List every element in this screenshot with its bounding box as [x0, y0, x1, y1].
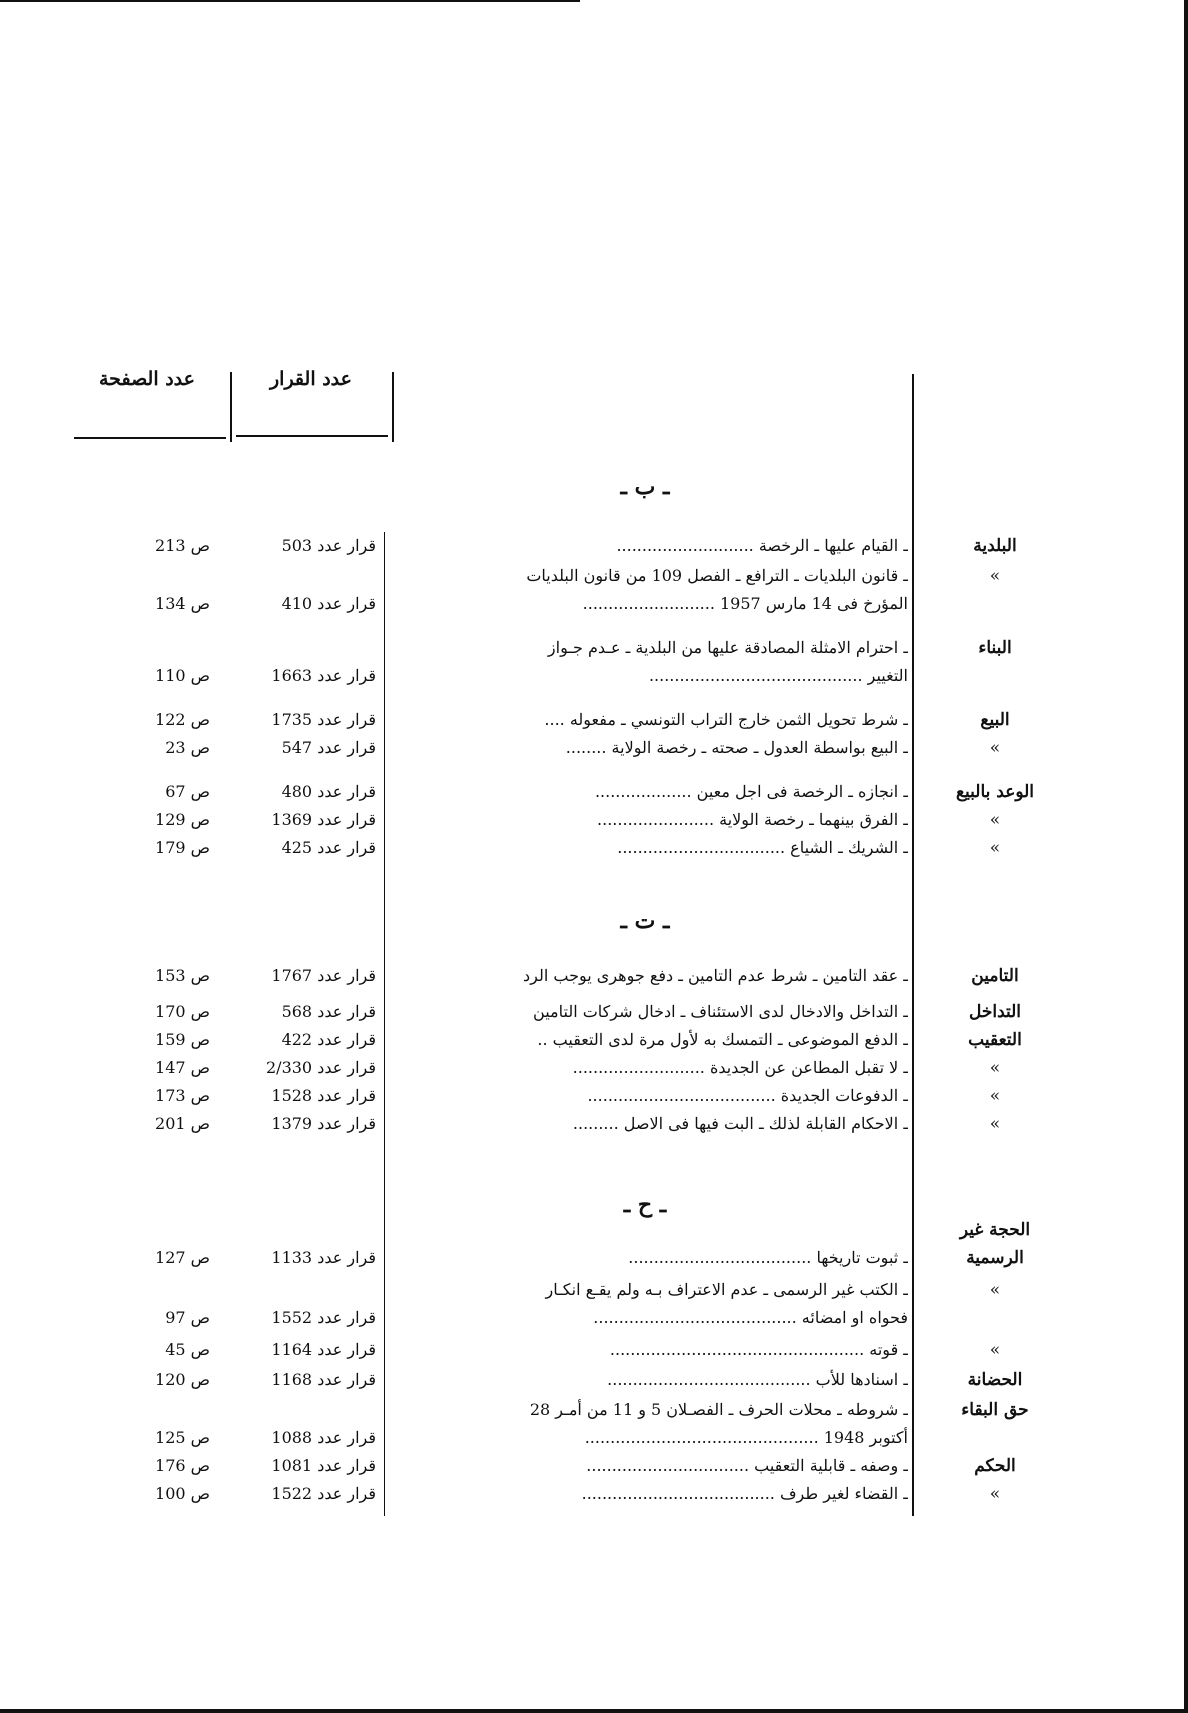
page-number-cell: ص 23	[165, 738, 210, 757]
table-row	[0, 1366, 1188, 1394]
decision-number-cell: قرار عدد 1379	[271, 1114, 376, 1133]
subject-cell: الحكم	[974, 1456, 1016, 1476]
subject-cell: البلدية	[973, 536, 1017, 556]
section-heading-ta: ـ ت ـ	[620, 908, 670, 934]
table-row	[0, 562, 1188, 590]
page-number-cell: ص 122	[155, 710, 210, 729]
decision-number-cell: قرار عدد 1552	[271, 1308, 376, 1327]
table-row	[0, 834, 1188, 862]
description-cell: ـ الدفع الموضوعى ـ التمسك به لأول مرة لدى التعقيب ..	[537, 1030, 908, 1049]
table-row	[0, 1054, 1188, 1082]
subject-cell: »	[989, 738, 1001, 758]
decision-number-cell: قرار عدد 1522	[271, 1484, 376, 1503]
subject-cell: التعقيب	[968, 1030, 1022, 1050]
header-underline-page	[74, 437, 226, 439]
page-number-cell: ص 125	[155, 1428, 210, 1447]
decision-number-cell: قرار عدد 1133	[271, 1248, 376, 1267]
page-number-cell: ص 127	[155, 1248, 210, 1267]
scan-edge-bottom	[0, 1709, 1188, 1713]
description-cell: ـ القيام عليها ـ الرخصة ...........................	[616, 536, 908, 555]
table-row	[0, 806, 1188, 834]
description-cell: ـ ثبوت تاريخها ....................................	[628, 1248, 908, 1267]
subject-cell: »	[989, 1340, 1001, 1360]
subject-cell: الحجة غير	[959, 1220, 1031, 1240]
description-cell: ـ الاحكام القابلة لذلك ـ البت فيها فى الاصل .........	[572, 1114, 908, 1133]
page-number-cell: ص 120	[155, 1370, 210, 1389]
description-cell: ـ الفرق بينهما ـ رخصة الولاية .......................	[597, 810, 908, 829]
description-cell: ـ وصفه ـ قابلية التعقيب ................................	[586, 1456, 908, 1475]
page-number-cell: ص 97	[165, 1308, 210, 1327]
decision-number-cell: قرار عدد 1735	[271, 710, 376, 729]
table-row	[0, 662, 1188, 690]
description-cell: ـ القضاء لغير طرف ......................................	[581, 1484, 908, 1503]
decision-number-cell: قرار عدد 568	[281, 1002, 376, 1021]
subject-cell: الوعد بالبيع	[955, 782, 1035, 802]
decision-number-cell: قرار عدد 480	[281, 782, 376, 801]
subject-cell: »	[989, 1058, 1001, 1078]
subject-cell: »	[989, 1086, 1001, 1106]
table-row	[0, 1424, 1188, 1452]
table-row	[0, 634, 1188, 662]
table-row	[0, 1452, 1188, 1480]
table-row	[0, 962, 1188, 990]
header-divider-page	[230, 372, 232, 442]
decision-number-cell: قرار عدد 1168	[271, 1370, 376, 1389]
table-row	[0, 1276, 1188, 1304]
description-cell: ـ الكتب غير الرسمى ـ عدم الاعتراف بـه ولم يقـع انكـار	[545, 1280, 908, 1299]
description-cell: ـ الشريك ـ الشياع .................................	[617, 838, 908, 857]
subject-cell: »	[989, 1280, 1001, 1300]
subject-cell: التداخل	[968, 1002, 1022, 1022]
table-row	[0, 1082, 1188, 1110]
page-number-cell: ص 100	[155, 1484, 210, 1503]
description-cell: ـ اسنادها للأب ........................................	[607, 1370, 908, 1389]
section-heading-ba: ـ ب ـ	[620, 474, 670, 500]
page-number-cell: ص 129	[155, 810, 210, 829]
description-cell: أكتوبر 1948 ..............................................	[584, 1428, 908, 1447]
subject-cell: البناء	[978, 638, 1012, 658]
header-underline-decision	[236, 435, 388, 437]
description-cell: ـ قانون البلديات ـ الترافع ـ الفصل 109 من قانون البلديات	[526, 566, 908, 585]
page-number-cell: ص 45	[165, 1340, 210, 1359]
page-number-cell: ص 170	[155, 1002, 210, 1021]
table-row	[0, 1480, 1188, 1508]
table-row	[0, 706, 1188, 734]
decision-number-cell: قرار عدد 1088	[271, 1428, 376, 1447]
subject-cell: الرسمية	[966, 1248, 1024, 1268]
decision-number-cell: قرار عدد 1164	[271, 1340, 376, 1359]
page-number-cell: ص 159	[155, 1030, 210, 1049]
table-row	[0, 532, 1188, 560]
page-number-cell: ص 147	[155, 1058, 210, 1077]
description-cell: ـ قوته ..................................................	[609, 1340, 908, 1359]
decision-number-cell: قرار عدد 2/330	[266, 1058, 376, 1077]
description-cell: ـ عقد التامين ـ شرط عدم التامين ـ دفع جوهرى يوجب الرد	[523, 966, 908, 985]
table-row	[0, 1396, 1188, 1424]
page-number-cell: ص 201	[155, 1114, 210, 1133]
description-cell: التغيير ..........................................	[648, 666, 908, 685]
description-cell: ـ التداخل والادخال لدى الاستئناف ـ ادخال شركات التامين	[533, 1002, 908, 1021]
page-number-column-header: عدد الصفحة	[99, 368, 195, 390]
table-row	[0, 734, 1188, 762]
page-number-cell: ص 153	[155, 966, 210, 985]
decision-number-cell: قرار عدد 503	[281, 536, 376, 555]
scan-edge-top	[0, 0, 580, 2]
subject-cell: البيع	[980, 710, 1010, 730]
table-row	[0, 1244, 1188, 1272]
decision-number-cell: قرار عدد 1767	[271, 966, 376, 985]
table-row	[0, 998, 1188, 1026]
description-cell: ـ احترام الامثلة المصادقة عليها من البلدية ـ عـدم جـواز	[547, 638, 908, 657]
subject-cell: »	[989, 566, 1001, 586]
subject-cell: الحضانة	[967, 1370, 1023, 1390]
page-number-cell: ص 213	[155, 536, 210, 555]
subject-cell: »	[989, 1484, 1001, 1504]
table-row	[0, 778, 1188, 806]
description-cell: ـ البيع بواسطة العدول ـ صحته ـ رخصة الولاية ........	[565, 738, 908, 757]
decision-number-cell: قرار عدد 1528	[271, 1086, 376, 1105]
page-number-cell: ص 134	[155, 594, 210, 613]
page-number-cell: ص 176	[155, 1456, 210, 1475]
subject-cell: التامين	[971, 966, 1019, 986]
description-cell: ـ لا تقبل المطاعن عن الجديدة ..........................	[572, 1058, 908, 1077]
subject-cell: »	[989, 810, 1001, 830]
description-cell: فحواه او امضائه ........................................	[593, 1308, 908, 1327]
decision-number-cell: قرار عدد 410	[281, 594, 376, 613]
description-cell: ـ شرط تحويل الثمن خارج التراب التونسي ـ مفعوله ....	[544, 710, 908, 729]
description-cell: ـ الدفوعات الجديدة .....................................	[587, 1086, 908, 1105]
decision-number-cell: قرار عدد 425	[281, 838, 376, 857]
description-cell: ـ شروطه ـ محلات الحرف ـ الفصـلان 5 و 11 من أمـر 28	[529, 1400, 908, 1419]
subject-cell: »	[989, 1114, 1001, 1134]
decision-number-cell: قرار عدد 1369	[271, 810, 376, 829]
decision-number-cell: قرار عدد 547	[281, 738, 376, 757]
section-heading-ha: ـ ح ـ	[623, 1192, 667, 1218]
table-row	[0, 1110, 1188, 1138]
page-number-cell: ص 67	[165, 782, 210, 801]
decision-number-cell: قرار عدد 1081	[271, 1456, 376, 1475]
table-row	[0, 1216, 1188, 1244]
subject-cell: حق البقاء	[961, 1400, 1029, 1420]
page-number-cell: ص 110	[155, 666, 210, 685]
decision-number-column-header: عدد القرار	[269, 368, 352, 390]
description-cell: المؤرخ فى 14 مارس 1957 ..........................	[582, 594, 908, 613]
table-row	[0, 590, 1188, 618]
table-row	[0, 1026, 1188, 1054]
table-row	[0, 1336, 1188, 1364]
subject-cell: »	[989, 838, 1001, 858]
page-number-cell: ص 173	[155, 1086, 210, 1105]
decision-number-cell: قرار عدد 422	[281, 1030, 376, 1049]
decision-number-cell: قرار عدد 1663	[271, 666, 376, 685]
table-row	[0, 1304, 1188, 1332]
description-cell: ـ انجازه ـ الرخصة فى اجل معين ...................	[594, 782, 908, 801]
header-divider-decision	[392, 372, 394, 442]
page-number-cell: ص 179	[155, 838, 210, 857]
